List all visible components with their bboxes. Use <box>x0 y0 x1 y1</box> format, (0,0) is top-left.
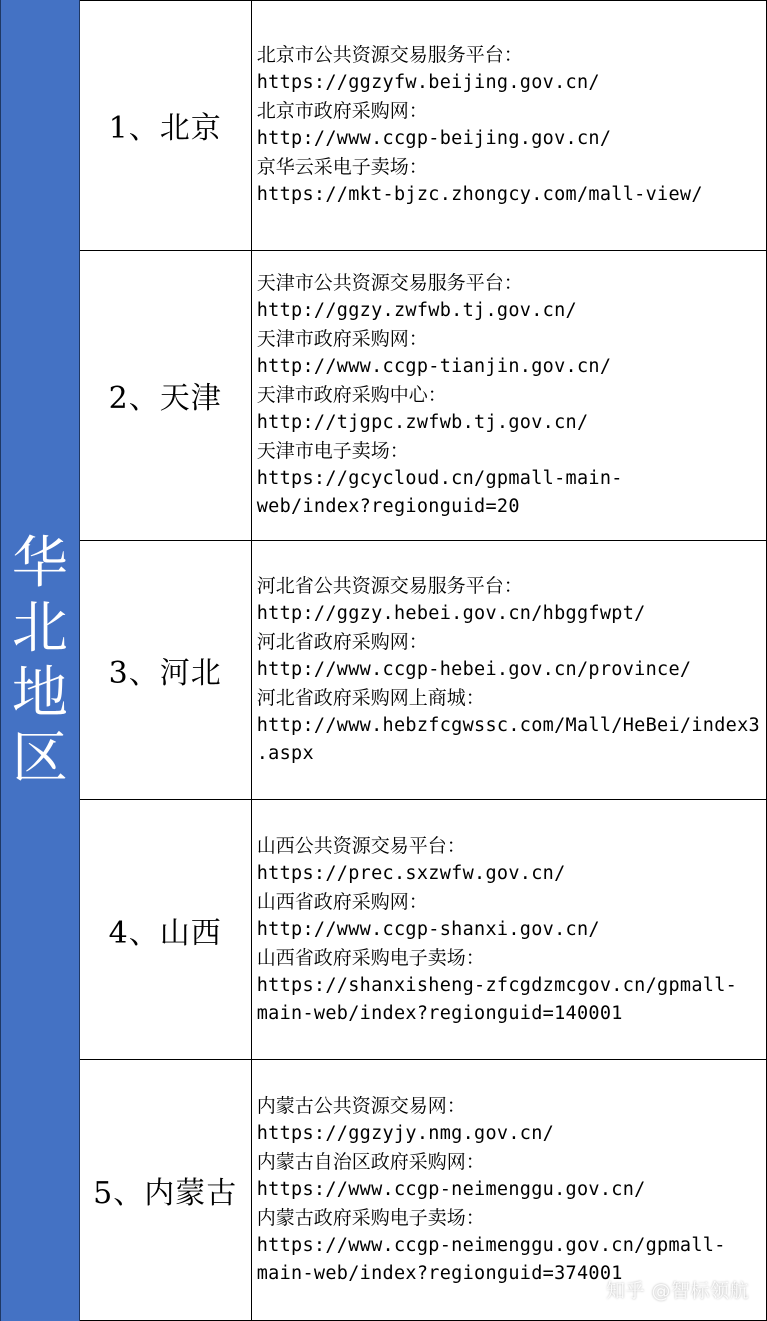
platform-link-continued[interactable]: .aspx <box>256 742 314 764</box>
table-row <box>80 800 767 1060</box>
province-name: 2、天津 <box>80 251 252 540</box>
platform-link[interactable]: http://www.ccgp-tianjin.gov.cn/ <box>256 356 612 378</box>
platform-link[interactable]: http://www.ccgp-shanxi.gov.cn/ <box>256 918 600 940</box>
platform-label: 山西公共资源交易平台： <box>256 834 466 857</box>
platform-link[interactable]: https://www.ccgp-neimenggu.gov.cn/ <box>256 1179 646 1201</box>
platform-info <box>252 800 767 1059</box>
platform-label: 河北省公共资源交易服务平台： <box>256 574 523 597</box>
platform-table <box>80 0 767 1321</box>
platform-label: 天津市政府采购网： <box>256 328 428 351</box>
platform-link[interactable]: https://shanxisheng-zfcgdzmcgov.cn/gpmall- <box>256 974 738 996</box>
platform-label: 山西省政府采购电子卖场： <box>256 946 485 969</box>
platform-info <box>252 541 767 800</box>
platform-label: 河北省政府采购网上商城： <box>256 686 485 709</box>
platform-label: 内蒙古自治区政府采购网： <box>256 1151 485 1174</box>
zhihu-watermark: 知乎 @智标领航 <box>605 1280 749 1302</box>
platform-link[interactable]: https://www.ccgp-neimenggu.gov.cn/gpmall- <box>256 1235 726 1257</box>
platform-label: 山西省政府采购网： <box>256 890 428 913</box>
platform-link-continued[interactable]: main-web/index?regionguid=140001 <box>256 1002 623 1024</box>
province-name: 3、河北 <box>80 541 252 800</box>
province-name: 1、北京 <box>80 1 252 250</box>
platform-info <box>252 1 767 250</box>
table-row <box>80 541 767 801</box>
platform-link[interactable]: https://mkt-bjzc.zhongcy.com/mall-view/ <box>256 184 703 206</box>
platform-link[interactable]: https://prec.sxzwfw.gov.cn/ <box>256 862 566 884</box>
platform-info <box>252 251 767 540</box>
platform-link[interactable]: http://www.ccgp-hebei.gov.cn/province/ <box>256 658 692 680</box>
platform-label: 北京市政府采购网： <box>256 100 428 123</box>
platform-link[interactable]: http://www.hebzfcgwssc.com/Mall/HeBei/index3 <box>256 714 760 736</box>
platform-link-continued[interactable]: web/index?regionguid=20 <box>256 496 520 518</box>
platform-link[interactable]: https://gcycloud.cn/gpmall-main- <box>256 468 623 490</box>
platform-link[interactable]: http://ggzy.hebei.gov.cn/hbggfwpt/ <box>256 602 646 624</box>
platform-label: 内蒙古政府采购电子卖场： <box>256 1207 485 1230</box>
province-name: 5、内蒙古 <box>80 1060 252 1320</box>
platform-label: 北京市公共资源交易服务平台： <box>256 44 523 67</box>
platform-label: 天津市公共资源交易服务平台： <box>256 272 523 295</box>
platform-link-continued[interactable]: main-web/index?regionguid=374001 <box>256 1263 623 1285</box>
platform-link[interactable]: https://ggzyfw.beijing.gov.cn/ <box>256 72 600 94</box>
province-name: 4、山西 <box>80 800 252 1059</box>
platform-link[interactable]: http://tjgpc.zwfwb.tj.gov.cn/ <box>256 412 589 434</box>
platform-label: 河北省政府采购网： <box>256 630 428 653</box>
platform-label: 京华云采电子卖场： <box>256 156 428 179</box>
region-title: 华北地区 <box>11 530 68 791</box>
platform-link[interactable]: https://ggzyjy.nmg.gov.cn/ <box>256 1123 555 1145</box>
region-column <box>0 0 80 1321</box>
platform-link[interactable]: http://ggzy.zwfwb.tj.gov.cn/ <box>256 300 577 322</box>
platform-label: 天津市电子卖场： <box>256 440 409 463</box>
table-row <box>80 1 767 251</box>
platform-link[interactable]: http://www.ccgp-beijing.gov.cn/ <box>256 128 612 150</box>
platform-label: 天津市政府采购中心： <box>256 384 447 407</box>
platform-label: 内蒙古公共资源交易网： <box>256 1095 466 1118</box>
table-row <box>80 251 767 541</box>
